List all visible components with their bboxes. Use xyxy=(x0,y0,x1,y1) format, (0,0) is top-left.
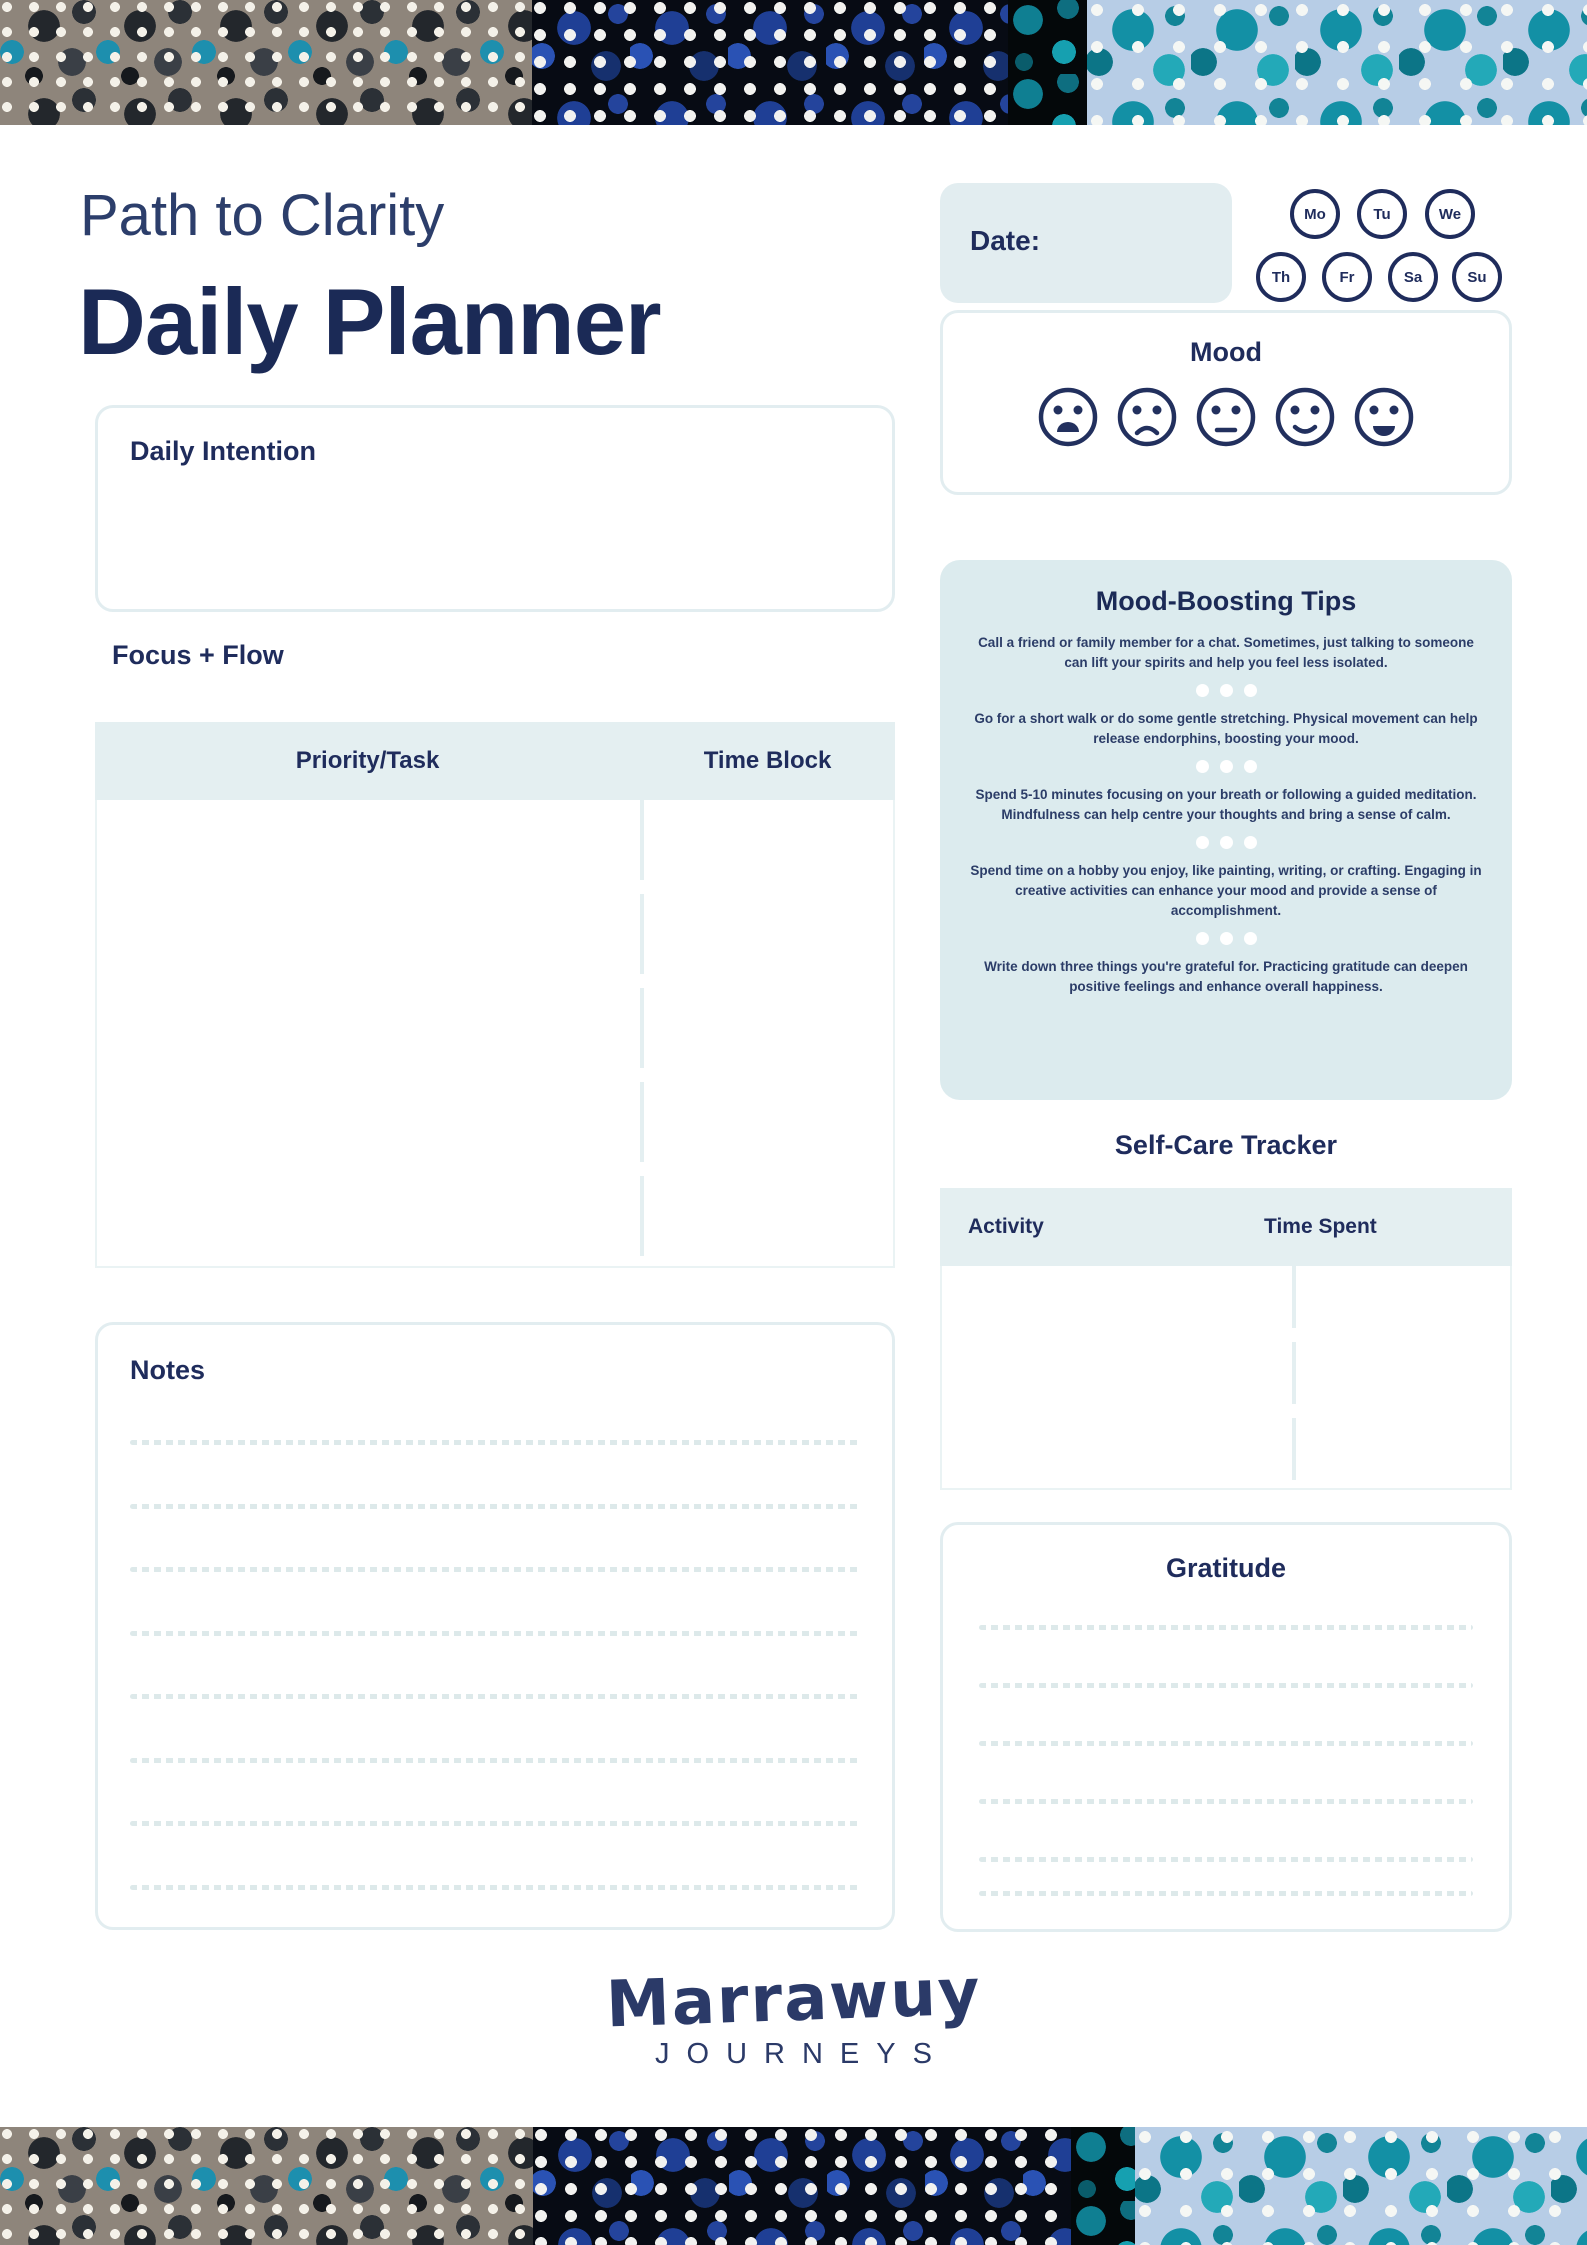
gratitude-line[interactable] xyxy=(979,1625,1473,1630)
focus-flow-title: Focus + Flow xyxy=(112,640,284,670)
notes-line[interactable] xyxy=(130,1567,860,1572)
notes-line[interactable] xyxy=(130,1631,860,1636)
notes-label: Notes xyxy=(130,1355,206,1385)
column-header-activity: Activity xyxy=(968,1215,1044,1238)
day-toggle-we[interactable] xyxy=(1425,189,1475,239)
mood-title: Mood xyxy=(1190,337,1262,367)
gratitude-line[interactable] xyxy=(979,1741,1473,1746)
notes-line[interactable] xyxy=(130,1504,860,1509)
priority-task-cells[interactable] xyxy=(97,800,640,1266)
time-spent-cells[interactable] xyxy=(1296,1266,1510,1488)
page-pretitle: Path to Clarity xyxy=(80,183,445,248)
tip-item: Spend time on a hobby you enjoy, like painting, writing, or crafting. Engaging in creative activities can enhance your mood and provide a sense of accomplishment. xyxy=(970,863,1482,918)
notes-line[interactable] xyxy=(130,1694,860,1699)
tip-item: Go for a short walk or do some gentle stretching. Physical movement can help release endorphins, boosting your mood. xyxy=(974,711,1478,746)
day-toggle-su[interactable] xyxy=(1452,252,1502,302)
tip-separator-dots xyxy=(970,684,1482,697)
gratitude-title: Gratitude xyxy=(1165,1553,1286,1583)
focus-flow-body xyxy=(95,800,895,1268)
notes-line[interactable] xyxy=(130,1821,860,1826)
dot-art-panel-teal xyxy=(1008,0,1087,125)
day-label: Fr xyxy=(1339,268,1355,286)
day-toggle-tu[interactable] xyxy=(1357,189,1407,239)
date-field[interactable] xyxy=(940,183,1232,303)
dot-art-panel-navy xyxy=(533,2127,1071,2245)
notes-box[interactable] xyxy=(95,1322,895,1930)
notes-line[interactable] xyxy=(130,1885,860,1890)
tip-separator-dots xyxy=(970,760,1482,773)
date-label: Date: xyxy=(970,225,1041,256)
brand-caps-text: JOURNEYS xyxy=(655,2038,949,2070)
daily-intention-label: Daily Intention xyxy=(130,436,317,466)
brand-logo xyxy=(0,1955,1587,2071)
tip-item: Spend 5-10 minutes focusing on your breath or following a guided meditation. Mindfulness can help centre your thoughts and bring a sense of calm. xyxy=(975,787,1477,822)
self-care-table xyxy=(940,1188,1512,1490)
mood-sad-icon[interactable] xyxy=(1115,385,1179,449)
dot-art-panel-taupe xyxy=(0,0,532,125)
gratitude-line[interactable] xyxy=(979,1683,1473,1688)
day-label: We xyxy=(1438,205,1462,223)
day-toggle-mo[interactable] xyxy=(1290,189,1340,239)
time-block-cells[interactable] xyxy=(644,800,893,1266)
dot-art-border-bottom xyxy=(0,2127,1587,2245)
dot-art-panel-light xyxy=(1087,0,1587,125)
mood-happy-icon[interactable] xyxy=(1273,385,1337,449)
daily-intention-box[interactable] xyxy=(95,405,895,612)
column-header-priority-task: Priority/Task xyxy=(295,747,440,774)
dot-art-border-top xyxy=(0,0,1587,125)
day-label: Sa xyxy=(1403,268,1423,286)
self-care-title: Self-Care Tracker xyxy=(1114,1130,1338,1160)
column-header-time-spent: Time Spent xyxy=(1264,1215,1377,1238)
day-toggle-th[interactable] xyxy=(1256,252,1306,302)
mood-neutral-icon[interactable] xyxy=(1194,385,1258,449)
focus-flow-table xyxy=(95,722,895,1268)
activity-cells[interactable] xyxy=(942,1266,1292,1488)
dot-art-panel-navy xyxy=(532,0,1008,125)
notes-line[interactable] xyxy=(130,1758,860,1763)
gratitude-line[interactable] xyxy=(979,1799,1473,1804)
mood-boosting-tips-panel xyxy=(940,560,1512,1100)
mood-very-sad-icon[interactable] xyxy=(1036,385,1100,449)
tip-separator-dots xyxy=(970,932,1482,945)
column-header-time-block: Time Block xyxy=(703,747,832,774)
day-label: Tu xyxy=(1373,205,1391,223)
day-toggle-fr[interactable] xyxy=(1322,252,1372,302)
mood-box xyxy=(940,310,1512,495)
dot-art-panel-teal xyxy=(1071,2127,1134,2245)
gratitude-line[interactable] xyxy=(979,1857,1473,1862)
gratitude-box[interactable] xyxy=(940,1522,1512,1932)
tip-item: Write down three things you're grateful for. Practicing gratitude can deepen positive feelings and enhance overall happiness. xyxy=(984,959,1468,994)
tip-item: Call a friend or family member for a chat. Sometimes, just talking to someone can lift your spirits and help you feel less isolated. xyxy=(978,635,1474,670)
brand-script-text: Marrawuy xyxy=(604,1955,983,2043)
day-label: Su xyxy=(1467,268,1487,286)
day-label: Th xyxy=(1271,268,1291,286)
self-care-header xyxy=(940,1188,1512,1266)
day-toggle-sa[interactable] xyxy=(1388,252,1438,302)
day-label: Mo xyxy=(1304,205,1326,223)
page-title: Daily Planner xyxy=(78,269,661,374)
self-care-body xyxy=(940,1266,1512,1490)
dot-art-panel-taupe xyxy=(0,2127,533,2245)
gratitude-line[interactable] xyxy=(979,1891,1473,1896)
tip-separator-dots xyxy=(970,836,1482,849)
mood-very-happy-icon[interactable] xyxy=(1352,385,1416,449)
dot-art-panel-light xyxy=(1135,2127,1587,2245)
tips-title: Mood-Boosting Tips xyxy=(1095,586,1357,616)
focus-flow-header xyxy=(95,722,895,800)
notes-line[interactable] xyxy=(130,1440,860,1445)
